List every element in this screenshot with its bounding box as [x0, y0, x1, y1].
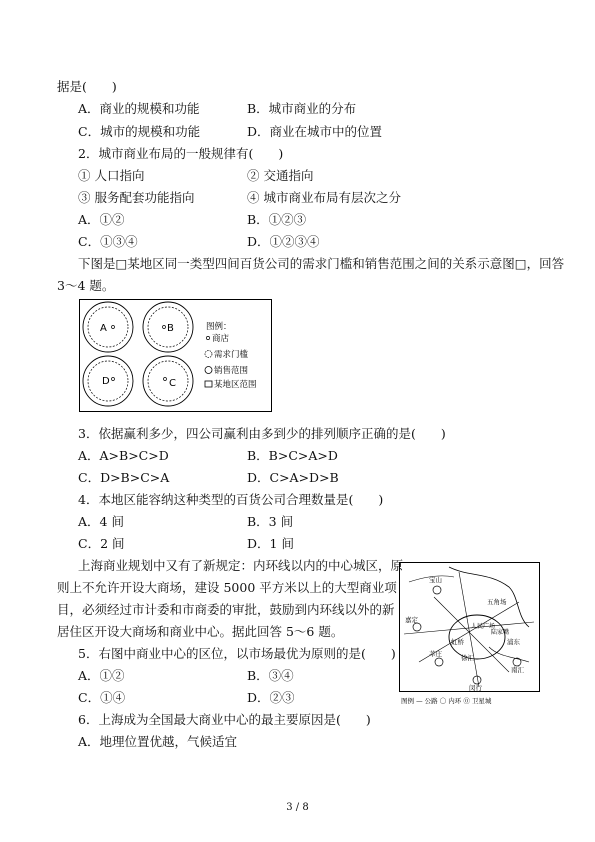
- map-label: 浦东: [507, 638, 520, 646]
- option-a: A．商业的规模和功能: [78, 101, 200, 116]
- option-d: D．C>A>D>B: [247, 470, 339, 485]
- legend-store: 商店: [212, 334, 230, 344]
- option-d: D．①②③④: [247, 234, 320, 249]
- legend-range: 销售范围: [214, 366, 249, 376]
- map-label: 南汇: [511, 666, 524, 674]
- option-c: C．2 间: [78, 536, 125, 551]
- map-label: 闵行: [469, 684, 482, 692]
- question-6: 6．上海成为全国最大商业中心的最主要原因是( ): [78, 712, 371, 727]
- option-c: C．①④: [78, 690, 126, 705]
- store-c-label: C: [169, 378, 176, 389]
- store-b-label: B: [167, 323, 174, 334]
- intro-paragraph: 下图是□某地区同一类型四间百货公司的需求门槛和销售范围之间的关系示意图□，回答: [78, 256, 565, 271]
- map-label: 宝山: [429, 576, 442, 584]
- q2-item-4: ④ 城市商业布局有层次之分: [247, 190, 401, 205]
- page-number: 3 / 8: [286, 802, 309, 813]
- paragraph-line: 目，必须经过市计委和市商委的审批，鼓励到内环线以外的新: [57, 602, 395, 617]
- option-b: B．①②③: [247, 212, 307, 227]
- map-label: 徐汇: [461, 654, 474, 662]
- store-a-label: A: [100, 323, 107, 334]
- option-a: A．①②: [78, 212, 125, 227]
- store-range-figure: [79, 299, 272, 412]
- question-5: 5．右图中商业中心的区位，以市场最优为原则的是( ): [78, 646, 396, 661]
- option-c: C．①③④: [78, 234, 138, 249]
- option-d: D．1 间: [247, 536, 294, 551]
- q-stem-continuation: 据是( ): [57, 79, 117, 94]
- question-4: 4．本地区能容纳这种类型的百货公司合理数量是( ): [78, 492, 384, 507]
- paragraph-line: 上海商业规划中又有了新规定：内环线以内的中心城区，原: [78, 558, 404, 573]
- option-b: B．B>C>A>D: [247, 448, 338, 463]
- option-a: A．地理位置优越，气候适宜: [78, 734, 238, 749]
- question-2: 2．城市商业布局的一般规律有( ): [78, 146, 284, 161]
- legend-region: 某地区范围: [214, 380, 257, 390]
- option-c: C．城市的规模和功能: [78, 124, 201, 139]
- intro-paragraph-cont: 3～4 题。: [57, 278, 115, 293]
- option-b: B．③④: [247, 668, 294, 683]
- question-3: 3．依据赢利多少，四公司赢利由多到少的排列顺序正确的是( ): [78, 426, 446, 441]
- option-b: B．3 间: [247, 514, 294, 529]
- option-d: D．②③: [247, 690, 295, 705]
- map-label: 莘庄: [429, 650, 442, 658]
- shanghai-map-figure: [399, 562, 540, 706]
- legend-threshold: 需求门槛: [214, 350, 249, 360]
- option-a: A．A>B>C>D: [78, 448, 169, 463]
- map-label: 嘉定: [405, 616, 418, 624]
- legend-title: 图例：: [206, 322, 232, 332]
- option-a: A．①②: [78, 668, 125, 683]
- map-legend: 图例 — 公路 〇 内环 ⓪ 卫星城: [401, 697, 492, 705]
- option-b: B．城市商业的分布: [247, 101, 357, 116]
- option-d: D．商业在城市中的位置: [247, 124, 383, 139]
- option-c: C．D>B>C>A: [78, 470, 170, 485]
- q2-item-3: ③ 服务配套功能指向: [78, 190, 195, 205]
- q2-item-2: ② 交通指向: [247, 168, 314, 183]
- option-a: A．4 间: [78, 514, 124, 529]
- q2-item-1: ① 人口指向: [78, 168, 145, 183]
- map-label: 虹桥: [451, 638, 464, 646]
- paragraph-line: 则上不允许开设大商场，建设 5000 平方米以上的大型商业项: [57, 580, 397, 595]
- store-d-label: D: [102, 376, 110, 387]
- map-label: 五角场: [487, 598, 507, 606]
- paragraph-line: 居住区开设大商场和商业中心。据此回答 5～6 题。: [57, 624, 344, 639]
- map-label: 陆家嘴: [491, 629, 510, 636]
- map-label: 人民广场: [471, 623, 496, 630]
